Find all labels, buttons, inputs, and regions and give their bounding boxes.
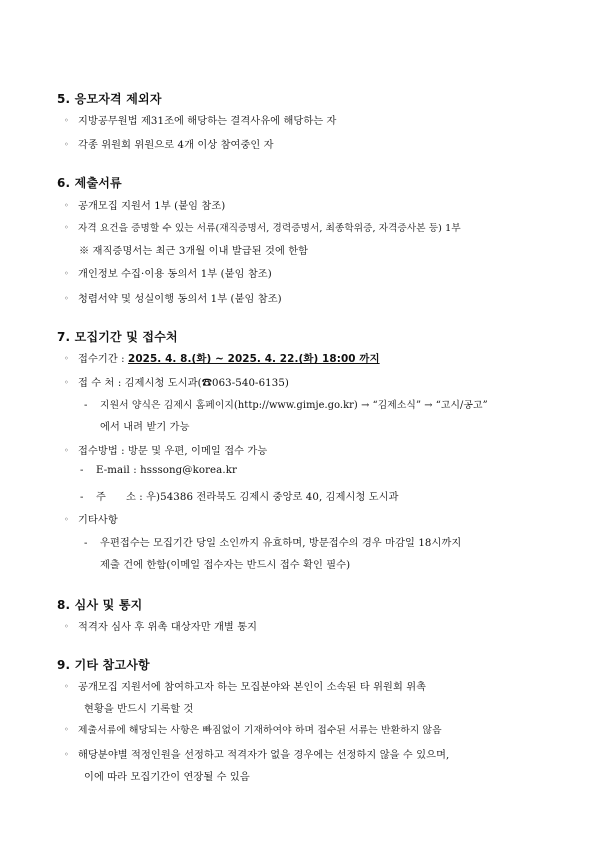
bullet-icon: ◦	[64, 750, 69, 759]
section-6-item: ◦ 개인정보 수집·이용 동의서 1부 (붙임 참조)	[64, 269, 272, 280]
bullet-icon: ◦	[64, 446, 69, 455]
period-value: 2025. 4. 8.(화) ~ 2025. 4. 22.(화) 18:00 까지	[127, 353, 380, 365]
bullet-icon: ◦	[64, 223, 69, 232]
section-7-etc: ◦ 기타사항	[64, 515, 118, 526]
section-8-heading: 8. 심사 및 통지	[57, 598, 143, 612]
section-9-item: ◦ 공개모집 지원서에 참여하고자 하는 모집분야와 본인이 소속된 타 위원회 위촉	[64, 682, 427, 693]
dash-icon: -	[84, 538, 88, 549]
section-7-form-line: - 지원서 양식은 김제시 홈페이지(http://www.gimje.go.kr) → “김제소식” → “고시/공고”	[84, 400, 488, 411]
section-6-heading: 6. 제출서류	[57, 176, 122, 190]
section-6-note: ※ 재직증명서는 최근 3개월 이내 발급된 것에 한함	[79, 246, 309, 257]
section-6-item: ◦ 공개모집 지원서 1부 (붙임 참조)	[64, 201, 226, 212]
bullet-icon: ◦	[64, 622, 69, 631]
bullet-icon: ◦	[64, 354, 69, 363]
section-7-place: ◦ 접 수 처 : 김제시청 도시과(☎063-540-6135)	[64, 378, 289, 389]
section-7-etc-line-cont: 제출 건에 한함(이메일 접수자는 반드시 접수 확인 필수)	[100, 560, 351, 571]
section-6-item: ◦ 청렴서약 및 성실이행 동의서 1부 (붙임 참조)	[64, 294, 282, 305]
section-7-address: - 주 소 : 우)54386 전라북도 김제시 중앙로 40, 김제시청 도시과	[80, 492, 399, 503]
dash-icon: -	[80, 465, 84, 476]
section-7-method: ◦ 접수방법 : 방문 및 우편, 이메일 접수 가능	[64, 446, 268, 457]
section-7-heading: 7. 모집기간 및 접수처	[57, 330, 178, 344]
section-5-heading: 5. 응모자격 제외자	[57, 92, 162, 106]
section-7-form-line-cont: 에서 내려 받기 가능	[100, 422, 190, 433]
bullet-icon: ◦	[64, 378, 69, 387]
bullet-icon: ◦	[64, 682, 69, 691]
bullet-icon: ◦	[64, 269, 69, 278]
section-9-item: ◦ 해당분야별 적정인원을 선정하고 적격자가 없을 경우에는 선정하지 않을 수 있으며,	[64, 750, 450, 761]
dash-icon: -	[80, 492, 84, 503]
section-6-item: ◦ 자격 요건을 증명할 수 있는 서류(재직증명서, 경력증명서, 최종학위증, 자격증사본 등) 1부	[64, 223, 461, 234]
section-7-period: ◦ 접수기간 : 2025. 4. 8.(화) ~ 2025. 4. 22.(화) 18:00 까지	[64, 353, 380, 365]
section-7-etc-line: - 우편접수는 모집기간 당일 소인까지 유효하며, 방문접수의 경우 마감일 18시까지	[84, 538, 462, 549]
section-8-item: ◦ 적격자 심사 후 위촉 대상자만 개별 통지	[64, 622, 258, 633]
section-5-item: ◦ 지방공무원법 제31조에 해당하는 결격사유에 해당하는 자	[64, 116, 337, 127]
section-9-item-cont: 현황을 반드시 기록할 것	[84, 704, 194, 715]
section-9-item-cont: 이에 따라 모집기간이 연장될 수 있음	[84, 772, 250, 783]
dash-icon: -	[84, 400, 88, 411]
bullet-icon: ◦	[64, 201, 69, 210]
bullet-icon: ◦	[64, 294, 69, 303]
bullet-icon: ◦	[64, 515, 69, 524]
bullet-icon: ◦	[64, 116, 69, 125]
section-9-heading: 9. 기타 참고사항	[57, 658, 150, 672]
section-7-email: - E-mail : hsssong@korea.kr	[80, 465, 237, 476]
section-5-item: ◦ 각종 위원회 위원으로 4개 이상 참여중인 자	[64, 140, 274, 151]
bullet-icon: ◦	[64, 725, 69, 734]
section-9-item: ◦ 제출서류에 해당되는 사항은 빠짐없이 기재하여야 하며 접수된 서류는 반환하지 않음	[64, 725, 442, 736]
bullet-icon: ◦	[64, 140, 69, 149]
